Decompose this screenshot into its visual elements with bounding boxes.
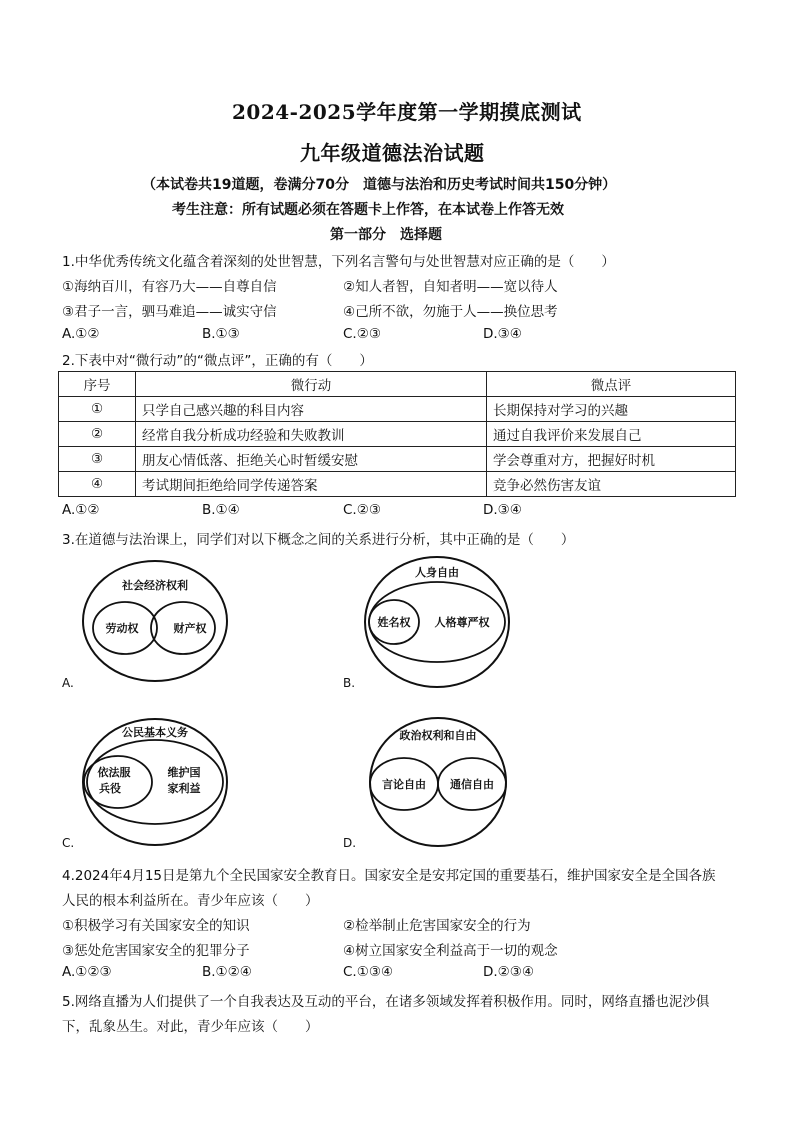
q4-stem: 4.2024年4月15日是第九个全民国家安全教育日。国家安全是安邦定国的重要基石，维护国家安全是全国各族 <box>62 868 716 884</box>
diagram-c[interactable] <box>80 716 230 848</box>
diagram-c-left-label: 兵役 <box>99 782 121 795</box>
q2-stem: 2.下表中对“微行动”的“微点评”，正确的有（ ） <box>62 353 373 369</box>
diagram-a-right-label: 财产权 <box>173 622 207 635</box>
q1-option-a[interactable]: A.①② <box>62 326 100 342</box>
q4-item: ②检举制止危害国家安全的行为 <box>343 918 531 934</box>
page-title: 2024-2025学年度第一学期摸底测试 <box>232 100 582 124</box>
q2-option-d[interactable]: D.③④ <box>483 502 522 518</box>
q1-item: ③君子一言，驷马难追——诚实守信 <box>62 304 277 320</box>
diagram-a-left-label: 劳动权 <box>105 622 139 635</box>
table-cell: 竞争必然伤害友谊 <box>487 472 736 497</box>
diagram-d-outer-label: 政治权利和自由 <box>399 729 477 742</box>
section-heading: 第一部分 选择题 <box>330 227 442 243</box>
diagram-b-left-label: 姓名权 <box>377 616 411 629</box>
diagram-b-outer-label: 人身自由 <box>415 566 459 579</box>
q3-stem: 3.在道德与法治课上，同学们对以下概念之间的关系进行分析，其中正确的是（ ） <box>62 532 575 548</box>
table-cell: 学会尊重对方，把握好时机 <box>487 447 736 472</box>
table-row <box>59 447 736 472</box>
table-cell: 只学自己感兴趣的科目内容 <box>136 397 487 422</box>
table-header: 序号 <box>59 372 136 397</box>
q1-item: ①海纳百川，有容乃大——自尊自信 <box>62 279 277 295</box>
table-cell: ③ <box>59 447 136 472</box>
diagram-c-right-label: 家利益 <box>167 782 201 795</box>
q1-item: ②知人者智，自知者明——宽以待人 <box>343 279 558 295</box>
table-header: 微行动 <box>136 372 487 397</box>
table-cell: 考试期间拒绝给同学传递答案 <box>136 472 487 497</box>
diagram-c-left-label: 依法服 <box>97 766 131 779</box>
diagram-c-outer-label: 公民基本义务 <box>122 726 188 739</box>
diagram-a[interactable] <box>80 558 230 688</box>
page-subtitle: 九年级道德法治试题 <box>300 141 485 165</box>
q1-option-d[interactable]: D.③④ <box>483 326 522 342</box>
q5-stem: 下，乱象丛生。对此，青少年应该（ ） <box>62 1019 319 1035</box>
exam-info: （本试卷共19道题，卷满分70分 道德与法治和历史考试时间共150分钟） <box>142 177 617 193</box>
q4-item: ③惩处危害国家安全的犯罪分子 <box>62 943 250 959</box>
q1-option-b[interactable]: B.①③ <box>202 326 240 342</box>
diagram-d[interactable] <box>366 714 510 850</box>
diagram-d-right-label: 通信自由 <box>450 778 494 791</box>
q2-table <box>58 371 736 497</box>
q4-option-b[interactable]: B.①②④ <box>202 964 252 980</box>
table-cell: 长期保持对学习的兴趣 <box>487 397 736 422</box>
diagram-b-right-label: 人格尊严权 <box>434 616 490 629</box>
table-header: 微点评 <box>487 372 736 397</box>
table-row <box>59 422 736 447</box>
q3-option-d[interactable]: D. <box>343 836 357 850</box>
diagram-d-left-label: 言论自由 <box>382 778 426 791</box>
q2-option-c[interactable]: C.②③ <box>343 502 381 518</box>
q2-option-b[interactable]: B.①④ <box>202 502 240 518</box>
q4-option-c[interactable]: C.①③④ <box>343 964 394 980</box>
table-header-row <box>59 372 736 397</box>
diagram-c-right-label: 维护国 <box>167 766 201 779</box>
diagram-b[interactable] <box>362 554 512 690</box>
table-cell: ① <box>59 397 136 422</box>
q2-option-a[interactable]: A.①② <box>62 502 100 518</box>
q5-stem: 5.网络直播为人们提供了一个自我表达及互动的平台，在诸多领域发挥着积极作用。同时，网络直播也泥沙俱 <box>62 994 710 1010</box>
table-cell: 通过自我评价来发展自己 <box>487 422 736 447</box>
q3-option-a[interactable]: A. <box>62 676 74 690</box>
table-cell: ④ <box>59 472 136 497</box>
table-cell: 经常自我分析成功经验和失败教训 <box>136 422 487 447</box>
q4-option-a[interactable]: A.①②③ <box>62 964 112 980</box>
q4-item: ④树立国家安全利益高于一切的观念 <box>343 943 558 959</box>
q4-stem: 人民的根本利益所在。青少年应该（ ） <box>62 893 319 909</box>
table-row <box>59 397 736 422</box>
diagram-a-outer-label: 社会经济权利 <box>122 579 188 592</box>
q3-option-c[interactable]: C. <box>62 836 75 850</box>
q4-option-d[interactable]: D.②③④ <box>483 964 534 980</box>
q1-option-c[interactable]: C.②③ <box>343 326 381 342</box>
exam-notice: 考生注意：所有试题必须在答题卡上作答，在本试卷上作答无效 <box>172 202 564 218</box>
q4-item: ①积极学习有关国家安全的知识 <box>62 918 250 934</box>
table-cell: 朋友心情低落、拒绝关心时暂缓安慰 <box>136 447 487 472</box>
table-row <box>59 472 736 497</box>
table-cell: ② <box>59 422 136 447</box>
q1-item: ④己所不欲，勿施于人——换位思考 <box>343 304 558 320</box>
q3-option-b[interactable]: B. <box>343 676 356 690</box>
q1-stem: 1.中华优秀传统文化蕴含着深刻的处世智慧，下列名言警句与处世智慧对应正确的是（ ） <box>62 254 615 270</box>
